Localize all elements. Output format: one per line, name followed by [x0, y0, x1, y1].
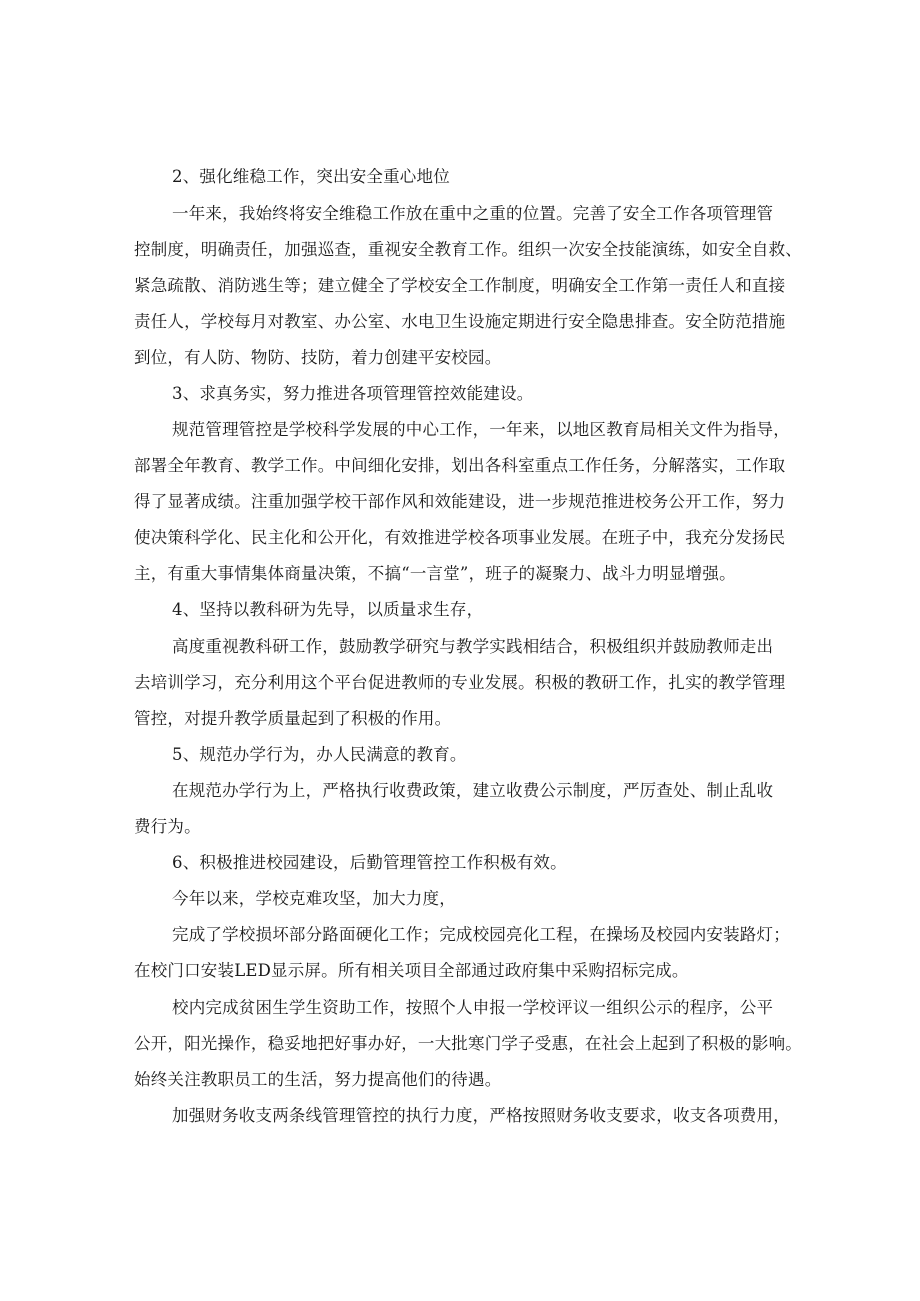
paragraph-line: 部署全年教育、教学工作。中间细化安排，划出各科室重点工作任务，分解落实，工作取 [134, 456, 786, 475]
paragraph-line: 主，有重大事情集体商量决策，不搞“一言堂”，班子的凝聚力、战斗力明显增强。 [134, 564, 736, 583]
paragraph-line: 加强财务收支两条线管理管控的执行力度，严格按照财务收支要求，收支各项费用， [172, 1106, 790, 1125]
paragraph-line: 完成了学校损坏部分路面硬化工作；完成校园亮化工程，在操场及校园内安装路灯； [172, 925, 790, 944]
paragraph-line: 在校门口安装LED显示屏。所有相关项目全部通过政府集中采购招标完成。 [134, 961, 689, 980]
paragraph-line: 公开，阳光操作，稳妥地把好事办好，一大批寒门学子受惠，在社会上起到了积极的影响。 [134, 1034, 802, 1053]
paragraph-line: 高度重视教科研工作，鼓励教学研究与教学实践相结合，积极组织并鼓励教师走出 [172, 637, 774, 656]
paragraph-line: 规范管理管控是学校科学发展的中心工作，一年来，以地区教育局相关文件为指导， [172, 420, 790, 439]
paragraph-line: 紧急疏散、消防逃生等；建立健全了学校安全工作制度，明确安全工作第一责任人和直接 [134, 276, 786, 295]
heading-4: 4、坚持以教科研为先导，以质量求生存， [172, 600, 484, 619]
paragraph-line: 到位，有人防、物防、技防，着力创建平安校园。 [134, 348, 502, 367]
paragraph-line: 管控，对提升教学质量起到了积极的作用。 [134, 709, 452, 728]
paragraph-line: 费行为。 [134, 817, 201, 836]
heading-3: 3、求真务实，努力推进各项管理管控效能建设。 [172, 384, 534, 403]
paragraph-line: 去培训学习，充分利用这个平台促进教师的专业发展。积极的教研工作，扎实的教学管理 [134, 673, 786, 692]
paragraph-line: 责任人，学校每月对教室、办公室、水电卫生设施定期进行安全隐患排查。安全防范措施 [134, 312, 786, 331]
heading-6: 6、积极推进校园建设，后勤管理管控工作积极有效。 [172, 853, 567, 872]
heading-5: 5、规范办学行为，办人民满意的教育。 [172, 745, 467, 764]
paragraph-line: 校内完成贫困生学生资助工作，按照个人申报一学校评议一组织公示的程序，公平 [172, 998, 774, 1017]
paragraph-line: 使决策科学化、民主化和公开化，有效推进学校各项事业发展。在班子中，我充分发扬民 [134, 528, 786, 547]
paragraph-line: 今年以来，学校克难攻坚，加大力度， [172, 889, 456, 908]
paragraph-line: 控制度，明确责任，加强巡查，重视安全教育工作。组织一次安全技能演练，如安全自救、 [134, 240, 802, 259]
paragraph-line: 在规范办学行为上，严格执行收费政策，建立收费公示制度，严厉查处、制止乱收 [172, 781, 774, 800]
paragraph-line: 始终关注教职员工的生活，努力提高他们的待遇。 [134, 1070, 502, 1089]
heading-2: 2、强化维稳工作，突出安全重心地位 [172, 167, 450, 186]
paragraph-line: 得了显著成绩。注重加强学校干部作风和效能建设，进一步规范推进校务公开工作，努力 [134, 492, 786, 511]
paragraph-line: 一年来，我始终将安全维稳工作放在重中之重的位置。完善了安全工作各项管理管 [172, 204, 774, 223]
